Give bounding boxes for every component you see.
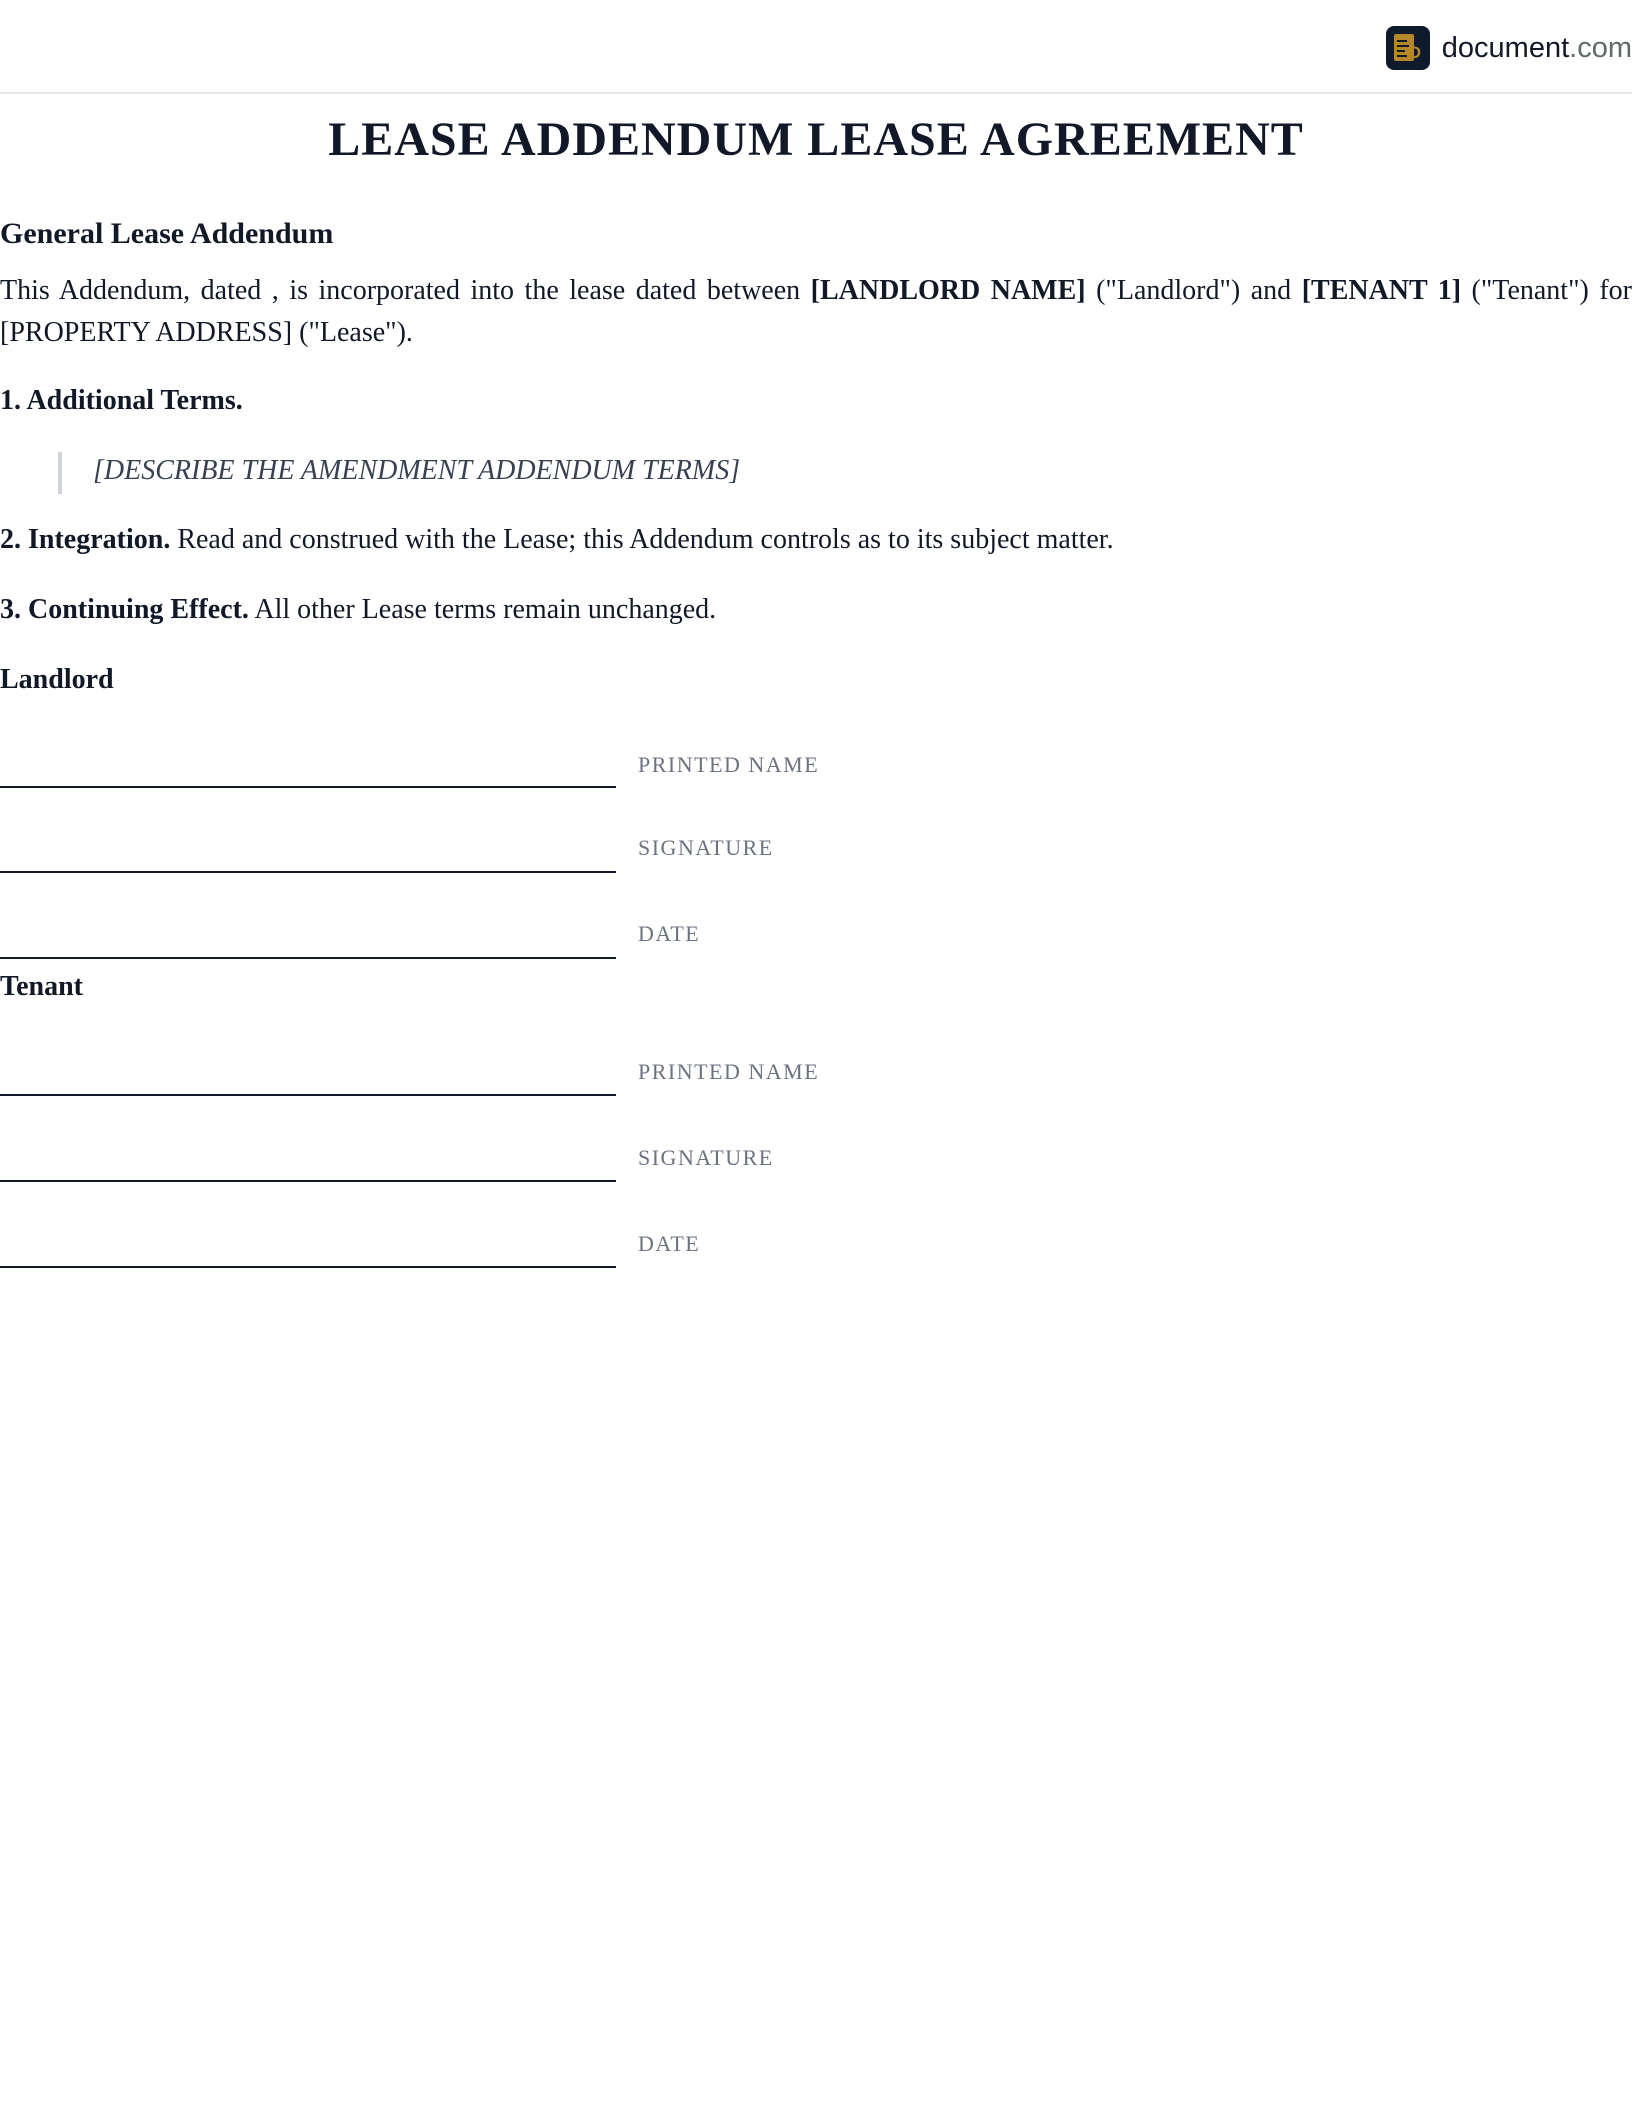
tenant-placeholder: [TENANT 1]	[1301, 275, 1462, 306]
document-logo-icon: D	[1386, 26, 1430, 70]
clause-additional-terms: 1. Additional Terms.	[0, 385, 243, 416]
brand-logo[interactable]	[1386, 26, 1632, 70]
clause-continuing-effect: 3. Continuing Effect. All other Lease terms remain unchanged.	[0, 594, 717, 625]
clause-integration: 2. Integration. Read and construed with the Lease; this Addendum controls as to its subject matter.	[0, 524, 1114, 555]
landlord-date-label: DATE	[638, 921, 701, 946]
landlord-heading: Landlord	[0, 664, 114, 695]
landlord-signature-line[interactable]	[0, 871, 616, 873]
additional-terms-blockquote: [DESCRIBE THE AMENDMENT ADDENDUM TERMS]	[58, 452, 1632, 494]
tenant-signature-label: SIGNATURE	[638, 1145, 774, 1170]
document-title: LEASE ADDENDUM LEASE AGREEMENT	[328, 113, 1304, 166]
intro-paragraph: This Addendum, dated , is incorporated into the lease dated between [LANDLORD NAME] ("Landlord") and [TENANT 1] ("Tenant") for [PROPERTY ADDRESS] ("Lease").	[0, 275, 1632, 348]
logo-text: document.com	[1441, 31, 1632, 64]
tenant-date-label: DATE	[638, 1231, 701, 1256]
tenant-printed-name-line[interactable]	[0, 1094, 616, 1096]
header	[0, 0, 1632, 94]
landlord-printed-name-label: PRINTED NAME	[638, 752, 820, 777]
tenant-date-line[interactable]	[0, 1266, 616, 1268]
landlord-signature-label: SIGNATURE	[638, 835, 774, 860]
section-heading: General Lease Addendum	[0, 217, 334, 250]
landlord-date-line[interactable]	[0, 957, 616, 959]
landlord-placeholder: [LANDLORD NAME]	[810, 275, 1086, 306]
tenant-printed-name-label: PRINTED NAME	[638, 1059, 820, 1084]
landlord-printed-name-line[interactable]	[0, 786, 616, 788]
tenant-heading: Tenant	[0, 971, 84, 1002]
tenant-signature-line[interactable]	[0, 1180, 616, 1182]
